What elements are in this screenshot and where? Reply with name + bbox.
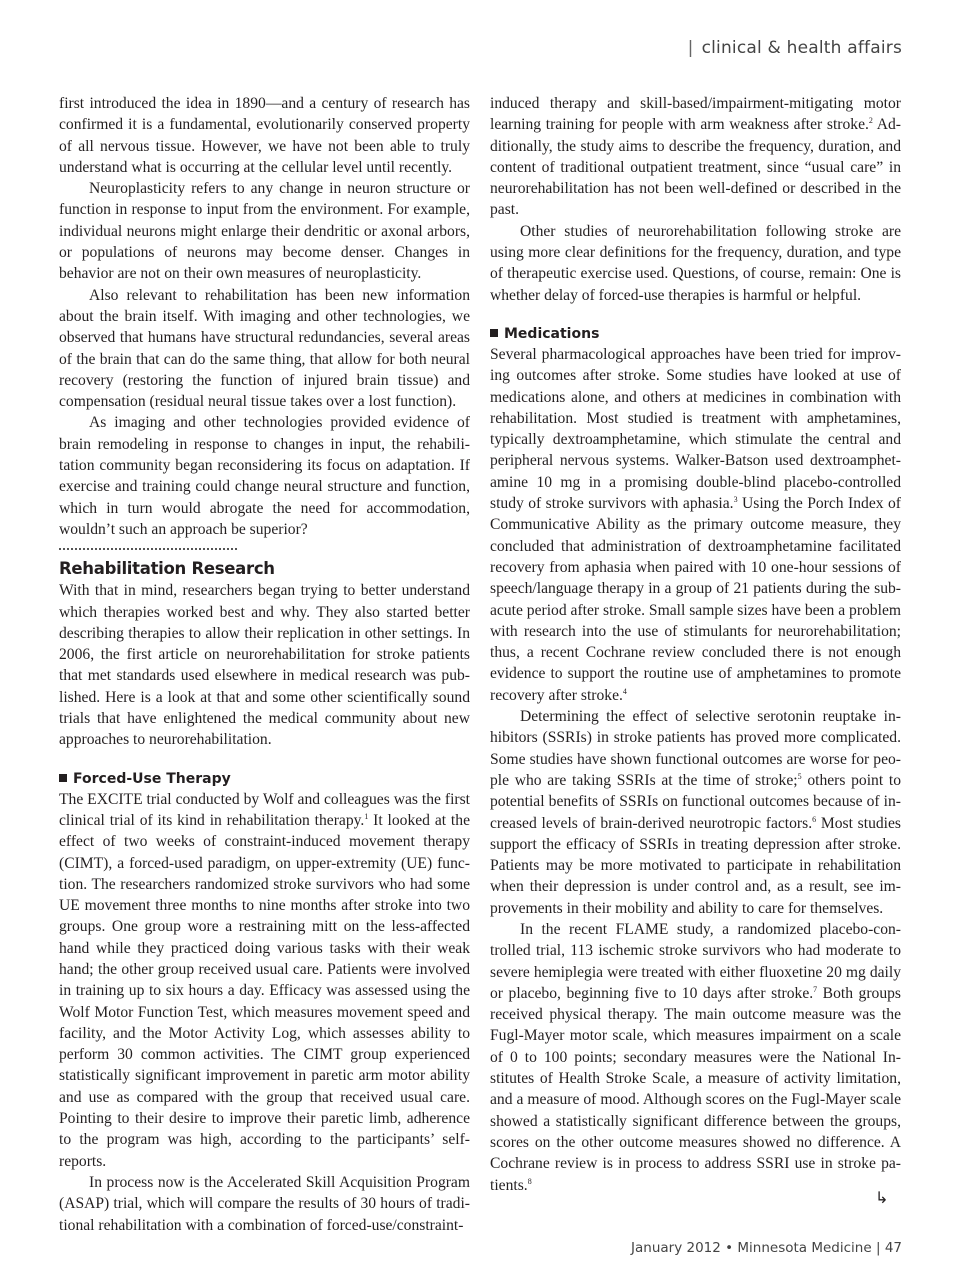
citation-ref: 5 bbox=[797, 771, 802, 781]
paragraph: Several pharmacological approaches have been tried for improving outcomes after stroke. Some studies have looked at use of medications alone, and others at medicines in combination with rehabilitation. Most studied is treatment with amphetamines, typically dextroamphetamine, which stimulate the central and peripheral nervous systems. Walker-Batson used dextroamphetamine 10 mg in a promising double-blind placebo-controlled study of stroke survivors with aphasia.$^3$ Using the Porch Index of Communicative Ability as the primary outcome measure, they concluded that administration of dextroamphetamine facilitated recovery from aphasia when paired with 10 one-hour sessions of speech/language therapy in a group of 21 patients during the subacute period after stroke. Small sample sizes have been a problem with research into the use of stimulants for neurorehabilitation; thus, a recent Cochrane review concluded there is not enough evidence to support the routine use of amphetamines to promote recovery after stroke.$^4$ bbox=[490, 345, 901, 704]
citation-ref: 1 bbox=[364, 811, 369, 821]
subsection-heading-label: Medications bbox=[504, 325, 600, 342]
paragraph: first introduced the idea in 1890—and a century of research has confirmed it is a fundamental, evolutionarily conserved property of all nervous tissue. However, we have not been able to truly understand what is occurring at the cellular level until recently. bbox=[59, 95, 470, 176]
page-number: 47 bbox=[884, 1240, 902, 1256]
subsection-heading bbox=[59, 769, 470, 789]
section-heading: Rehabilitation Research bbox=[59, 559, 275, 579]
running-header bbox=[688, 38, 902, 58]
right-column bbox=[490, 93, 901, 1196]
paragraph: In process now is the Accelerated Skill Acquisition Program (ASAP) trial, which will compare the results of 30 hours of traditional rehabilitation with a combination of forced-use/constraint- bbox=[59, 1173, 470, 1234]
citation-ref: 8 bbox=[527, 1176, 532, 1186]
citation-ref: 7 bbox=[813, 984, 818, 994]
paragraph: Neuroplasticity refers to any change in neuron structure or function in response to input from the environment. For example, individual neurons might enlarge their dendritic or axonal arbors, or populations of neurons may become denser. Changes in behavior are not on their own measures of neuroplasticity. bbox=[59, 180, 470, 283]
subsection-heading-label: Forced-Use Therapy bbox=[73, 770, 231, 787]
square-bullet-icon bbox=[490, 329, 498, 337]
left-column bbox=[59, 93, 470, 1236]
paragraph: In the recent FLAME study, a randomized placebo-controlled trial, 113 ischemic stroke survivors who had moderate to severe hemiplegia were treated with either fluoxetine 20 mg daily or placebo, beginning five to 10 days after stroke.$^7$ Both groups received physical therapy. The main outcome measure was the Fugl-Mayer motor scale, which measures impairment on a scale of 0 to 100 points; secondary measures were the National Institutes of Health Stroke Scale, a measure of activity limitation, and a measure of mood. Although scores on the Fugl-Mayer scale showed a statistically significant difference between the groups, scores on the other outcome measures showed no difference. A Cochrane review is in process to address SSRI use in stroke patients.$^8$ bbox=[490, 920, 901, 1194]
paragraph: With that in mind, researchers began trying to better understand which therapies worked best and why. They also started better describing therapies to allow their replication in other settings. In 2006, the first article on neurorehabilitation for stroke patients that met standards used elsewhere in medical research was published. Here is a look at that and some other scientifically sound trials that have enlightened the medical community about new approaches to neurorehabilitation. bbox=[59, 582, 470, 749]
page-footer: January 2012 • Minnesota Medicine | 47 bbox=[631, 1240, 902, 1256]
section-label: clinical & health affairs bbox=[701, 38, 902, 58]
subsection-heading bbox=[490, 324, 901, 344]
paragraph: Also relevant to rehabilitation has been new information about the brain itself. With imaging and other technologies, we observed that humans have structural redundancies, several areas of the brain that can do the same thing, that allow for both neural recovery (restoring the function of injured brain tissue) and compensation (residual neural tissue takes over a lost function). bbox=[59, 286, 470, 411]
issue-label: January 2012 • Minnesota Medicine bbox=[631, 1240, 872, 1256]
section-divider bbox=[59, 548, 237, 554]
paragraph: induced therapy and skill-based/impairment-mitigating motor learning training for people with arm weakness after stroke.$^2$ Additionally, the study aims to describe the frequency, duration, and content of traditional outpatient treatment, since “usual care” in neurorehabilitation has not been well-defined or described in the past. bbox=[490, 95, 901, 219]
citation-ref: 4 bbox=[622, 686, 627, 696]
citation-ref: 3 bbox=[733, 495, 738, 505]
paragraph: As imaging and other technologies provided evidence of brain remodeling in response to changes in input, the rehabilitation community began reconsidering its focus on adaptation. If exercise and training could change neural structure and function, which in turn would abrogate the need for accommodation, wouldn’t such an approach be superior? bbox=[59, 414, 470, 538]
paragraph: The EXCITE trial conducted by Wolf and colleagues was the first clinical trial of its kind in rehabilitation therapy.$^1$ It looked at the effect of two weeks of constraint-induced movement therapy (CIMT), a forced-used paradigm, on upper-extremity (UE) function. The researchers randomized stroke survivors who had some UE movement three months to nine months after stroke into two groups. One group wore a restraining mitt on the less-affected hand while they practiced doing various tasks with their weak hand; the other group received usual care. Patients were involved in training up to six hours a day. Efficacy was assessed using the Wolf Motor Function Test, which measures movement speed and facility, and the Motor Activity Log, which assesses ability to perform 30 common activities. The CIMT group experienced statistically significant improvement in paretic arm motor ability and use as compared with the group that received usual care. Pointing to their desire to improve their paretic limb, adherence to the program was high, according to the participants’ self-reports. bbox=[59, 790, 470, 1170]
citation-ref: 2 bbox=[868, 116, 873, 126]
continue-arrow-icon: ↳ bbox=[875, 1188, 889, 1207]
citation-ref: 6 bbox=[812, 814, 817, 824]
paragraph: Determining the effect of selective serotonin reuptake inhibitors (SSRIs) in stroke patients has proved more complicated. Some studies have shown functional outcomes are worse for people who are taking SSRIs at the time of stroke;$^5$ others point to potential benefits of SSRIs on functional outcomes because of increased levels of brain-derived neurotropic factors.$^6$ Most studies support the efficacy of SSRIs in treating depression after stroke. Patients may be more motivated to participate in rehabilitation when their depression is under control and, as a result, see improvements in their mobility and ability to care for themselves. bbox=[490, 708, 901, 917]
square-bullet-icon bbox=[59, 774, 67, 782]
header-divider: | bbox=[687, 38, 694, 58]
paragraph: Other studies of neurorehabilitation following stroke are using more clear definitions for the frequency, duration, and type of therapeutic exercise used. Questions, of course, remain: One is whether delay of forced-use therapies is harmful or helpful. bbox=[490, 222, 901, 304]
